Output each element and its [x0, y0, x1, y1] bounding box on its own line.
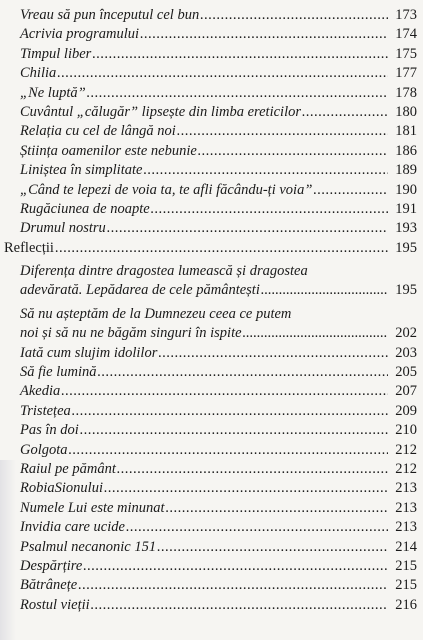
toc-page-number: 207: [395, 383, 417, 400]
toc-page-number: 190: [395, 181, 417, 198]
toc-entry-title: Cuvântul „călugăr” lipsește din limba ereticilor: [20, 103, 301, 120]
toc-entry-title: Akedia: [20, 383, 61, 400]
toc-entry-title: Despărțire: [20, 557, 83, 574]
toc-page-number: 213: [395, 499, 417, 516]
toc-page-number: 205: [395, 364, 417, 381]
toc-page-number: 186: [395, 142, 417, 159]
dot-leader: [117, 460, 388, 479]
toc-page-number: 193: [395, 220, 417, 237]
toc-entry[interactable]: [0, 499, 423, 518]
dot-leader: [92, 45, 388, 64]
toc-entry-title: Pas în doi: [20, 422, 79, 439]
dot-leader: [69, 441, 388, 460]
toc-entry-title: Rugăciunea de noapte: [20, 200, 150, 217]
toc-page-number: 213: [395, 519, 417, 536]
dot-leader: [57, 64, 388, 83]
dot-leader: [200, 6, 388, 25]
toc-entry-title: Să fie lumină: [20, 364, 97, 381]
toc-entry[interactable]: [0, 84, 423, 103]
toc-entry[interactable]: [0, 363, 423, 382]
dot-leader: [243, 324, 388, 343]
dot-leader: [198, 142, 388, 161]
toc-entry-title: Psalmul necanonic 151: [20, 538, 157, 555]
dot-leader: [261, 281, 388, 300]
toc-entry[interactable]: [0, 460, 423, 479]
toc-entry-title: Bătrânețe: [20, 577, 78, 594]
toc-entry[interactable]: [0, 596, 423, 615]
toc-page-number: 202: [395, 325, 417, 342]
toc-page-number: 203: [395, 344, 417, 361]
toc-entry-title: Tristețea: [20, 402, 71, 419]
dot-leader: [166, 499, 388, 518]
dot-leader: [72, 402, 388, 421]
toc-page-number: 215: [395, 557, 417, 574]
toc-entry[interactable]: [0, 45, 423, 64]
toc-section-title: Reflecții: [4, 239, 54, 256]
toc-page-number: 216: [395, 596, 417, 613]
toc-entry[interactable]: [0, 576, 423, 595]
toc-page-number: 210: [395, 422, 417, 439]
toc-entry-title: Liniștea în simplitate: [20, 162, 143, 179]
toc-page-number: 174: [395, 26, 417, 43]
dot-leader: [157, 538, 388, 557]
toc-page-number: 212: [395, 441, 417, 458]
toc-entry-title: Acrivia programului: [20, 26, 140, 43]
toc-entry[interactable]: [0, 161, 423, 180]
dot-leader: [126, 518, 388, 537]
toc-entry-title: Iată cum slujim idolilor: [20, 344, 158, 361]
toc-entry[interactable]: [0, 181, 423, 200]
toc-entry[interactable]: [0, 538, 423, 557]
dot-leader: [87, 84, 388, 103]
toc-entry[interactable]: [0, 557, 423, 576]
toc-entry-title: Invidia care ucide: [20, 519, 125, 536]
dot-leader: [91, 596, 388, 615]
dot-leader: [61, 382, 388, 401]
table-of-contents: [0, 6, 423, 615]
toc-entry-title: Știința oamenilor este nebunie: [20, 142, 197, 159]
toc-page-number: 195: [395, 282, 417, 299]
dot-leader: [98, 363, 388, 382]
toc-page-number: 209: [395, 402, 417, 419]
toc-entry[interactable]: [0, 479, 423, 498]
dot-leader: [302, 103, 388, 122]
dot-leader: [78, 576, 388, 595]
toc-entry[interactable]: [0, 200, 423, 219]
toc-entry-title: Numele Lui este minunat: [20, 499, 165, 516]
toc-page-number: 213: [395, 480, 417, 497]
toc-page-number: 181: [395, 123, 417, 140]
toc-section-entry[interactable]: [0, 239, 423, 258]
toc-entry[interactable]: [0, 142, 423, 161]
toc-entry[interactable]: [0, 518, 423, 537]
dot-leader: [151, 200, 388, 219]
dot-leader: [107, 219, 388, 238]
dot-leader: [55, 239, 388, 258]
dot-leader: [143, 161, 388, 180]
toc-entry-title: Relația cu cel de lângă noi: [20, 123, 176, 140]
toc-entry-title: Chilia: [20, 65, 57, 82]
toc-page-number: 191: [395, 200, 417, 217]
toc-entry[interactable]: [0, 122, 423, 141]
toc-page-number: 173: [395, 6, 417, 23]
dot-leader: [80, 421, 388, 440]
toc-entry[interactable]: [0, 6, 423, 25]
toc-entry-title-line1: Să nu așteptăm de la Dumnezeu ceea ce putem: [20, 305, 292, 322]
toc-page-number: 180: [395, 103, 417, 120]
toc-entry-title: Vreau să pun începutul cel bun: [20, 6, 200, 23]
toc-entry-title: Golgota: [20, 441, 68, 458]
toc-page-number: 195: [395, 239, 417, 256]
dot-leader: [177, 122, 388, 141]
toc-entry[interactable]: [0, 441, 423, 460]
toc-entry-title: Timpul liber: [20, 45, 92, 62]
toc-entry[interactable]: [0, 344, 423, 363]
toc-entry[interactable]: [0, 382, 423, 401]
toc-entry-title: „Ne luptă”: [20, 84, 86, 101]
toc-page-number: 189: [395, 162, 417, 179]
toc-entry-title-line2: noi și să nu ne băgăm singuri în ispite: [20, 325, 242, 342]
toc-entry-title-line2: adevărată. Lepădarea de cele pământești: [20, 282, 260, 299]
dot-leader: [158, 344, 388, 363]
toc-page-number: 212: [395, 460, 417, 477]
toc-page-number: 175: [395, 45, 417, 62]
toc-entry[interactable]: [0, 103, 423, 122]
toc-entry[interactable]: [0, 25, 423, 44]
dot-leader: [140, 25, 388, 44]
toc-entry[interactable]: [0, 402, 423, 421]
toc-entry[interactable]: [0, 64, 423, 83]
dot-leader: [104, 479, 388, 498]
toc-entry-title: Drumul nostru: [20, 220, 106, 237]
toc-entry[interactable]: [0, 421, 423, 440]
toc-entry-wrapped[interactable]: [0, 262, 423, 301]
toc-entry-wrapped[interactable]: [0, 305, 423, 344]
toc-page-number: 177: [395, 65, 417, 82]
toc-entry-title: „Când te lepezi de voia ta, te afli făcându-ți voia”: [20, 181, 313, 198]
toc-entry-title: RobiaSionului: [20, 480, 103, 497]
dot-leader: [83, 557, 388, 576]
toc-page-number: 215: [395, 577, 417, 594]
toc-entry[interactable]: [0, 219, 423, 238]
toc-page-number: 178: [395, 84, 417, 101]
toc-page-number: 214: [395, 538, 417, 555]
toc-entry-title-line1: Diferența dintre dragostea lumească și dragostea: [20, 263, 308, 280]
toc-entry-title: Rostul vieții: [20, 596, 90, 613]
dot-leader: [313, 181, 388, 200]
toc-entry-title: Raiul pe pământ: [20, 460, 116, 477]
